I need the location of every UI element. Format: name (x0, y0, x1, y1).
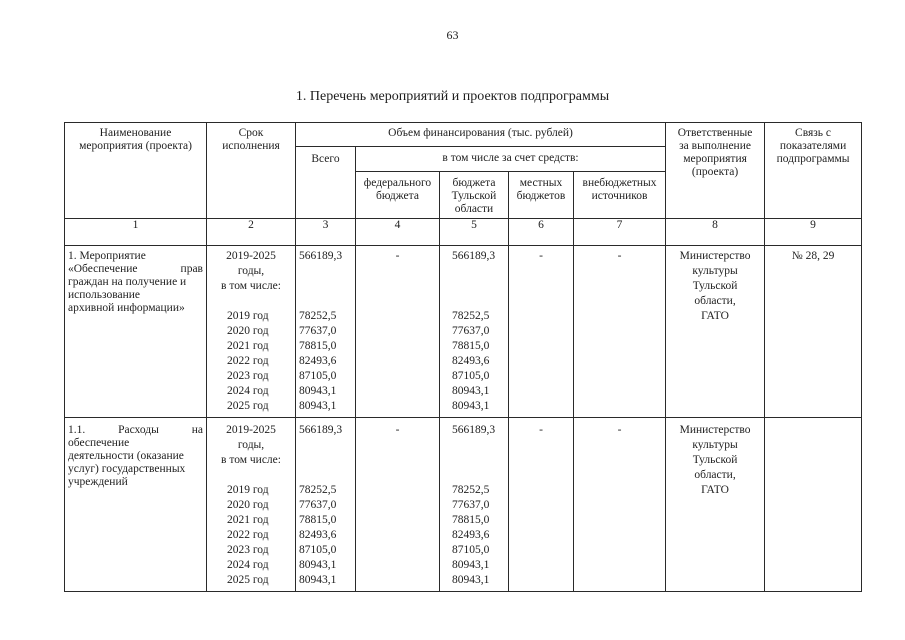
federal-amount: - (356, 418, 440, 592)
year-label: 2025 год (227, 574, 269, 586)
regional-amount: 566189,3 78252,5 77637,0 78815,0 82493,6 87105,0 80943,1 80943,1 (440, 246, 509, 418)
responsible-party: Министерство культуры Тульской области, ГАТО (666, 418, 765, 592)
activity-name: 1. Мероприятие «Обеспечение прав граждан на получение и использование архивной информации» (65, 246, 207, 418)
indicator-link: № 28, 29 (765, 246, 862, 418)
column-number: 3 (296, 219, 356, 246)
year-label: 2024 год (227, 385, 269, 397)
header-extrabudget: внебюджетных источников (574, 172, 666, 219)
header-name: Наименование мероприятия (проекта) (65, 123, 207, 219)
year-label: 2020 год (227, 499, 269, 511)
header-total: Всего (296, 147, 356, 219)
activity-term: 2019-2025 годы, в том числе: 2019 год 2020 год 2021 год 2022 год 2023 год 2024 год 2025 год (207, 246, 296, 418)
extrabudget-amount: - (574, 246, 666, 418)
column-number: 9 (765, 219, 862, 246)
header-federal: федерального бюджета (356, 172, 440, 219)
year-label: 2021 год (227, 340, 269, 352)
column-number: 2 (207, 219, 296, 246)
header-link: Связь с показателями подпрограммы (765, 123, 862, 219)
year-label: 2025 год (227, 400, 269, 412)
table-row (65, 418, 862, 592)
federal-amount: - (356, 246, 440, 418)
activity-name: 1.1. Расходы на обеспечение деятельности (оказание услуг) государственных учреждений (65, 418, 207, 592)
page-title: 1. Перечень мероприятий и проектов подпрограммы (295, 89, 610, 104)
regional-amount: 566189,3 78252,5 77637,0 78815,0 82493,6 87105,0 80943,1 80943,1 (440, 418, 509, 592)
header-regional: бюджета Тульской области (440, 172, 509, 219)
year-label: 2021 год (227, 514, 269, 526)
activity-term: 2019-2025 годы, в том числе: 2019 год 2020 год 2021 год 2022 год 2023 год 2024 год 2025 год (207, 418, 296, 592)
year-label: 2019 год (227, 484, 269, 496)
local-amount: - (509, 418, 574, 592)
column-number: 1 (65, 219, 207, 246)
header-term: Срок исполнения (207, 123, 296, 219)
year-label: 2024 год (227, 559, 269, 571)
column-number: 7 (574, 219, 666, 246)
year-label: 2022 год (227, 355, 269, 367)
column-number: 5 (440, 219, 509, 246)
page-number: 63 (446, 28, 459, 42)
extrabudget-amount: - (574, 418, 666, 592)
total-amount: 566189,3 78252,5 77637,0 78815,0 82493,6 87105,0 80943,1 80943,1 (296, 418, 356, 592)
column-number: 4 (356, 219, 440, 246)
table-row (65, 246, 862, 418)
local-amount: - (509, 246, 574, 418)
year-label: 2023 год (227, 544, 269, 556)
header-including: в том числе за счет средств: (356, 147, 666, 172)
year-label: 2023 год (227, 370, 269, 382)
total-amount: 566189,3 78252,5 77637,0 78815,0 82493,6 87105,0 80943,1 80943,1 (296, 246, 356, 418)
year-label: 2022 год (227, 529, 269, 541)
header-local: местных бюджетов (509, 172, 574, 219)
activities-table (64, 122, 862, 592)
header-funding: Объем финансирования (тыс. рублей) (296, 123, 666, 147)
year-label: 2019 год (227, 310, 269, 322)
column-number: 8 (666, 219, 765, 246)
column-number: 6 (509, 219, 574, 246)
responsible-party: Министерство культуры Тульской области, ГАТО (666, 246, 765, 418)
year-label: 2020 год (227, 325, 269, 337)
indicator-link (765, 418, 862, 592)
header-responsible: Ответственные за выполнение мероприятия (проекта) (666, 123, 765, 219)
column-numbers-row (65, 219, 862, 246)
